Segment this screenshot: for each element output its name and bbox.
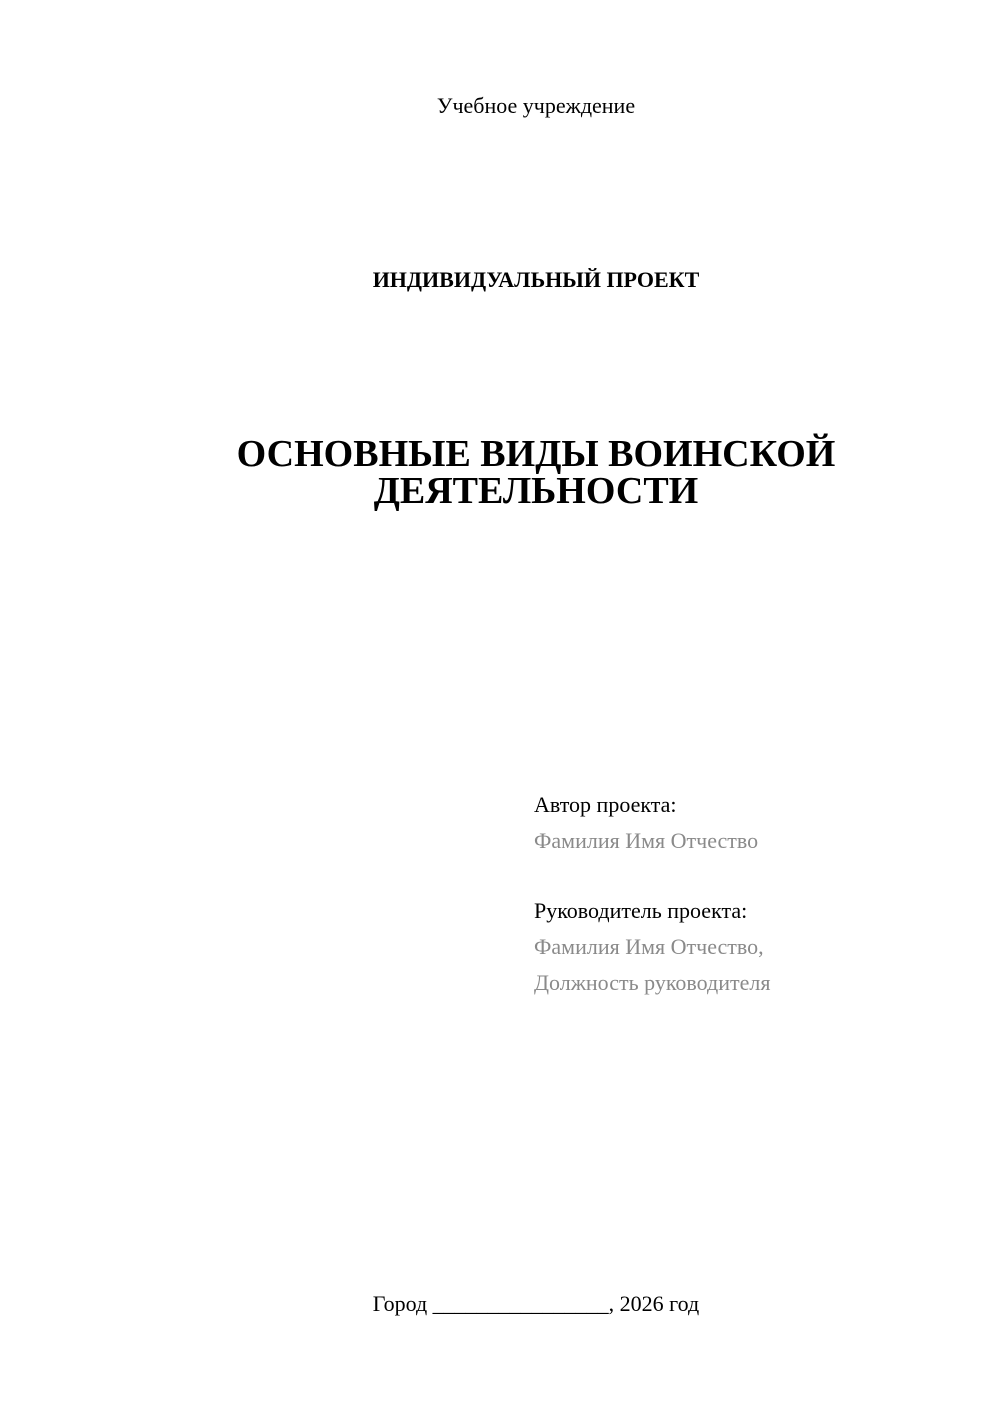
project-title-line-1: ОСНОВНЫЕ ВИДЫ ВОИНСКОЙ: [236, 433, 836, 475]
supervisor-name: Фамилия Имя Отчество,: [534, 934, 764, 959]
project-type: ИНДИВИДУАЛЬНЫЙ ПРОЕКТ: [372, 267, 700, 292]
institution-name: Учебное учреждение: [436, 93, 636, 118]
project-title: [0, 433, 1000, 512]
info-spacer: [534, 859, 954, 893]
supervisor-position: Должность руководителя: [534, 970, 771, 995]
author-name: Фамилия Имя Отчество: [534, 828, 759, 853]
supervisor-label: Руководитель проекта:: [534, 898, 748, 923]
city-year-footer: Город ________________, 2026 год: [372, 1291, 700, 1316]
author-label: Автор проекта:: [534, 792, 677, 817]
project-info-block: [534, 787, 954, 1001]
project-title-line-2: ДЕЯТЕЛЬНОСТИ: [373, 470, 699, 512]
